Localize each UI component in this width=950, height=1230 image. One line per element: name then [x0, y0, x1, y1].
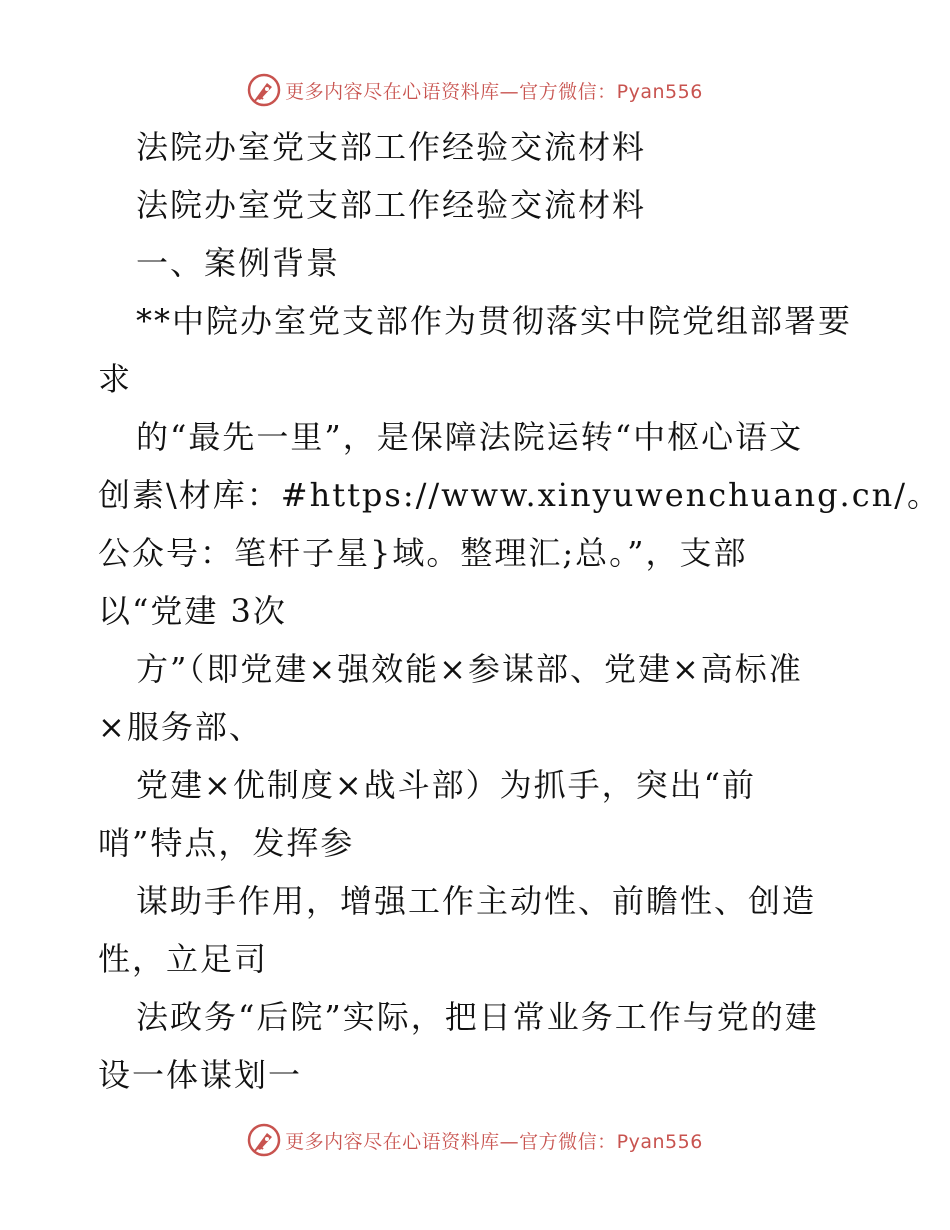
text-line: 设一体谋划一	[98, 1056, 303, 1094]
text-line: **中院办室党支部作为贯彻落实中院党组部署要	[136, 302, 853, 340]
text-line: 一、案例背景	[136, 244, 341, 282]
text-line: 方”（即党建×强效能×参谋部、党建×高标准	[136, 650, 803, 688]
text-line: 哨”特点，发挥参	[98, 824, 355, 862]
text-line: 谋助手作用，增强工作主动性、前瞻性、创造	[136, 882, 817, 920]
text-line: 法政务“后院”实际，把日常业务工作与党的建	[136, 998, 819, 1036]
banner-promo-text: 更多内容尽在心语资料库—官方微信：Pyan556	[285, 80, 703, 103]
text-line: 的“最先一里”，是保障法院运转“中枢心语文	[136, 418, 804, 456]
footer-banner	[0, 1120, 950, 1160]
text-line: 党建×优制度×战斗部）为抓手，突出“前	[136, 766, 756, 804]
text-line: 性，立足司	[98, 940, 269, 978]
header-banner	[0, 70, 950, 110]
text-line: 公众号：笔杆子星}域。整理汇;总。”，支部	[98, 534, 748, 572]
text-line: 法院办室党支部工作经验交流材料	[136, 186, 647, 224]
text-line: ×服务部、	[98, 708, 263, 746]
text-line: 以“党建 3次	[98, 592, 287, 630]
banner-promo-text: 更多内容尽在心语资料库—官方微信：Pyan556	[285, 1130, 703, 1153]
text-line: 法院办室党支部工作经验交流材料	[136, 128, 647, 166]
text-line: 创素\材库：#https://www.xinyuwenchuang.cn/。	[98, 476, 942, 514]
pen-nib-logo-icon	[247, 73, 281, 107]
document-body	[98, 118, 942, 1104]
text-line: 求	[98, 360, 133, 398]
pen-nib-logo-icon	[247, 1123, 281, 1157]
